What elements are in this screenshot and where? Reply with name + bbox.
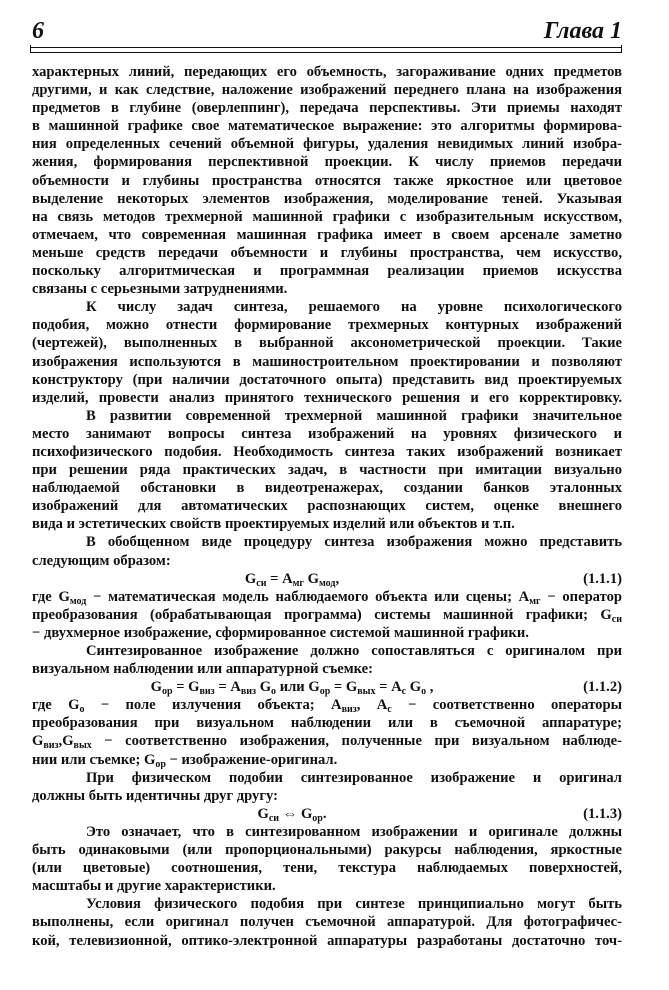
text-line: масштабы и другие характеристики. [32, 878, 276, 895]
header-rule [30, 47, 622, 53]
equation-number: (1.1.2) [583, 679, 622, 696]
text-line: изображения используются в машиностроительном проектировании и позволяют [32, 353, 622, 370]
text-line: быть одинаковыми (или пропорциональными) ракурсы наблюдения, яркостные [32, 842, 622, 859]
text-line: место занимают вопросы синтеза изображений на уровнях физического и [32, 425, 622, 442]
text-line: изображений для автоматических распознающих систем, оценке внешнего [32, 498, 622, 515]
text-line: где $G_о$ − поле излучения объекта; $A_{виз}$, $A_с$ − соответственно операторы [32, 697, 622, 715]
text-line: Это означает, что в синтезированном изображении и оригинале должны [86, 823, 622, 840]
equation-number: (1.1.3) [583, 805, 622, 822]
text-line: меньше средств передачи объемности и глубины пространства, чем искусство, [32, 244, 622, 261]
text-line: жения, формирования перспективной проекции. К числу приемов передачи [32, 154, 622, 171]
text-line: кой, телевизионной, оптико-электронной аппаратуры разработаны достаточно точ- [32, 932, 622, 949]
text-line: нии или съемке; $G_{ор}$ − изображение-оригинал. [32, 751, 338, 769]
text-line: предметов в глубине (оверлеппинг), передача перспективы. Эти приемы находят [32, 100, 622, 117]
text-line: конструктору (при наличии достаточного опыта) представить вид проектируемых [32, 371, 622, 388]
text-line: Условия физического подобия при синтезе принципиально могут быть [86, 896, 622, 913]
text-line: Синтезированное изображение должно сопоставляться с оригиналом при [86, 643, 622, 659]
page-header [30, 14, 624, 44]
text-line: При физическом подобии синтезированное изображение и оригинал [86, 769, 622, 786]
text-line: визуальном наблюдении или аппаратурной съемке: [32, 661, 374, 678]
text-line: преобразования при визуальном наблюдении или в съемочной аппаратуре; [32, 715, 622, 732]
text-line: другими, и как следствие, наложение изображений переднего плана на изображения [32, 82, 622, 99]
text-line: связаны с серьезными затруднениями. [32, 281, 288, 298]
text-line: изделий, провести анализ принятого технического решения и его корректировку. [32, 389, 622, 406]
text-line: (или цветовые) соотношения, тени, текстура наблюдаемых поверхностей, [32, 860, 622, 877]
equation-body: $G_{ор} = G_{виз} = A_{виз}$ $G_о$ или $G_{ор} = G_{вых} = A_с$ $G_о$ , [150, 679, 434, 698]
text-line: выполнены, если оригинал получен съемочной аппаратурой. Для фотографичес- [32, 914, 622, 931]
equation-1-1-1 [32, 570, 622, 588]
text-line: в машинной графике свое математическое выражение: это алгоритмы формирова- [32, 118, 622, 135]
text-line: ния определенных сечений объемной фигуры, удаления невидимых линий изобра- [32, 136, 622, 153]
rule-left-tick [30, 45, 31, 53]
text-line: выделение некоторых элементов изображения, моделирование теней. Указывая [32, 190, 622, 207]
equation-1-1-2 [32, 678, 622, 696]
text-line: поскольку алгоритмическая и программная реализации приемов искусства [32, 263, 622, 280]
text-line: отмечаем, что современная машинная графика имеет в своем арсенале заметно [32, 226, 622, 243]
equation-1-1-3 [32, 805, 622, 823]
text-line: объемности и глубины пространства относятся также яркостное или цветовое [32, 172, 622, 189]
chapter-title: Глава 1 [543, 18, 622, 44]
text-line: наблюдаемой обстановки в видеотренажерах, создании банков эталонных [32, 480, 622, 497]
text-line: на связь методов трехмерной машинной графики с изобразительным искусством, [32, 208, 622, 225]
text-line: при решении ряда практических задач, в частности при имитации визуально [32, 462, 622, 479]
text-line: психофизического подобия. Необходимость синтеза таких изображений возникает [32, 443, 622, 460]
text-line: (чертежей), выполненных в выбранной аксонометрической проекции. Такие [32, 335, 622, 352]
page-number: 6 [32, 18, 44, 44]
text-line: должны быть идентичны друг другу: [32, 787, 278, 804]
body-text [32, 63, 622, 950]
text-line: $G_{виз},G_{вых}$ − соответственно изображения, полученные при визуальном наблюде- [32, 733, 622, 751]
text-line: − двухмерное изображение, сформированное системой машинной графики. [32, 624, 529, 641]
text-line: В развитии современной трехмерной машинной графики значительное [86, 407, 622, 424]
text-line: преобразования (обрабатывающая программа) системы машинной графики; $G_{си}$ [32, 606, 622, 624]
text-line: характерных линий, передающих его объемность, загораживание одних предметов [32, 64, 622, 80]
text-line: где $G_{мод}$ − математическая модель наблюдаемого объекта или сцены; $A_{мг}$ − оператор [32, 588, 622, 606]
equation-body: $G_{си}$ ⇔ $G_{ор}$. [257, 805, 327, 824]
text-line: В обобщенном виде процедуру синтеза изображения можно представить [86, 534, 622, 551]
text-line: подобия, можно отнести формирование трехмерных контурных изображений [32, 317, 622, 334]
text-line: следующим образом: [32, 552, 171, 569]
rule-right-tick [621, 45, 622, 53]
text-line: К числу задач синтеза, решаемого на уровне психологического [86, 299, 622, 316]
equation-body: $G_{си} = A_{мг}$ $G_{мод}$, [244, 570, 340, 589]
equation-number: (1.1.1) [583, 570, 622, 587]
text-line: вида и эстетических свойств проектируемых изделий или объектов и т.п. [32, 516, 515, 533]
